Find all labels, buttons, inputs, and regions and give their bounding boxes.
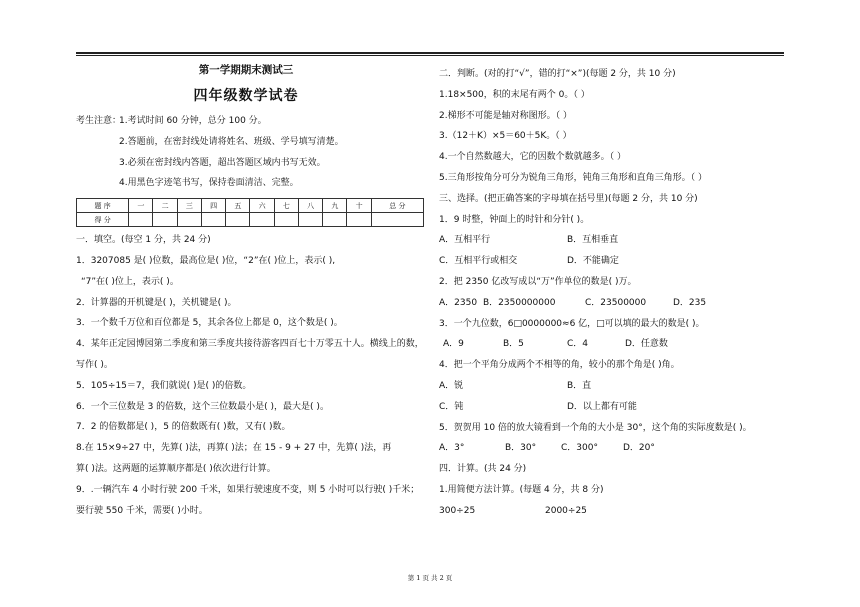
question-text: 7．2 的倍数都是( )，5 的倍数既有( )数，又有( )数。 [76, 422, 291, 433]
question-text: “7”在( )位上，表示( )。 [81, 276, 179, 287]
question-text: 2．计算器的开机键是( )，关机键是( )。 [76, 297, 237, 308]
score-cell[interactable] [274, 213, 298, 227]
score-cell[interactable] [226, 213, 250, 227]
table-header-cell: 五 [226, 199, 250, 213]
page-number: 第 1 页 共 2 页 [407, 574, 453, 582]
table-row [77, 199, 424, 213]
option: C．23500000 [585, 297, 647, 308]
notice-item: 2.答题前，在密封线处请将姓名、班级、学号填写清楚。 [119, 136, 344, 147]
option: A．互相平行 [439, 235, 491, 246]
notice-item: 3.必须在密封线内答题，超出答题区域内书写无效。 [119, 157, 326, 168]
option: B．5 [503, 339, 524, 350]
option: B．直 [567, 380, 592, 391]
option: B．互相垂直 [567, 235, 619, 246]
score-cell[interactable] [129, 213, 153, 227]
right-column [439, 64, 784, 522]
question-text: 4.一个自然数越大，它的因数个数就越多。（ ） [439, 152, 626, 163]
score-table [76, 198, 424, 227]
question-text: 1．3207085 是( )位数，最高位是( )位，“2”在( )位上，表示( ), [76, 255, 336, 266]
option: C．互相平行或相交 [439, 256, 518, 267]
question-text: 2．把 2350 亿改写成以“万”作单位的数是( )万。 [439, 276, 637, 287]
notice-item: 4.用黑色字迹笔书写，保持卷面清洁、完整。 [119, 178, 299, 189]
question-text: 5．贺贺用 10 倍的放大镜看到一个角的大小是 30°，这个角的实际度数是( )。 [439, 422, 752, 433]
score-cell[interactable] [347, 213, 371, 227]
question-text: 1.用简便方法计算。(每题 4 分，共 8 分) [439, 484, 604, 495]
section-heading: 四．计算。(共 24 分) [439, 464, 527, 475]
question-text: 2.梯形不可能是轴对称图形。（ ） [439, 110, 572, 121]
option-row [439, 230, 784, 251]
option: C．300° [561, 443, 598, 454]
question-text: 算( )法。这两题的运算顺序都是( )依次进行计算。 [76, 463, 276, 474]
exam-title: 四年级数学试卷 [193, 88, 299, 104]
score-cell[interactable] [177, 213, 201, 227]
notice-item: 1.考试时间 60 分钟，总分 100 分。 [119, 116, 267, 126]
question-text: 1.18×500，积的末尾有两个 0。（ ） [439, 89, 590, 100]
table-header-cell: 七 [274, 199, 298, 213]
score-cell[interactable] [298, 213, 322, 227]
table-header-cell: 十 [347, 199, 371, 213]
exam-subtitle: 第一学期期末测试三 [198, 64, 294, 76]
option: C．钝 [439, 401, 464, 412]
option: A．3° [439, 443, 465, 454]
option: B．2350000000 [483, 297, 556, 308]
question-text: 3.（12＋K）×5＝60＋5K。（ ） [439, 131, 572, 142]
score-cell[interactable] [153, 213, 177, 227]
calc-row [439, 501, 784, 522]
table-row-label: 得 分 [77, 213, 129, 227]
calc-item: 300÷25 [439, 505, 476, 516]
score-cell[interactable] [250, 213, 274, 227]
table-header-cell: 三 [177, 199, 201, 213]
question-text: 5.三角形按角分可分为锐角三角形，钝角三角形和直角三角形。（ ） [439, 172, 707, 183]
notice-label: 考生注意： [76, 116, 122, 126]
header-rule [76, 52, 784, 56]
option: D．以上都有可能 [567, 401, 637, 412]
table-header-cell: 六 [250, 199, 274, 213]
table-header-cell: 二 [153, 199, 177, 213]
option: A．锐 [439, 380, 464, 391]
question-text: 8.在 15×9÷27 中，先算( )法，再算( )法；在 15 - 9 + 27 中，先算( )法，再 [76, 443, 392, 454]
table-header-cell: 四 [201, 199, 225, 213]
option-row [439, 397, 784, 418]
question-text: 6．一个三位数是 3 的倍数，这个三位数最小是( )，最大是( )。 [76, 401, 329, 412]
calc-item: 2000÷25 [545, 505, 587, 516]
option: D．不能确定 [567, 256, 619, 267]
section-heading: 二．判断。(对的打“√”，错的打“×”)(每题 2 分，共 10 分) [439, 69, 676, 79]
score-cell[interactable] [323, 213, 347, 227]
table-header-cell: 九 [323, 199, 347, 213]
option-row [439, 251, 784, 272]
question-text: 要行驶 550 千米，需要( )小时。 [76, 505, 208, 516]
question-text: 4．某年正定园博园第二季度和第三季度共接待游客四百七十万零五十人。横线上的数， [76, 339, 424, 350]
table-header-cell: 一 [129, 199, 153, 213]
option: D．任意数 [625, 339, 668, 350]
option-row [439, 293, 784, 314]
table-header-cell: 八 [298, 199, 322, 213]
section-heading: 三、选择。(把正确答案的字母填在括号里)(每题 2 分，共 10 分) [439, 193, 698, 204]
option-row [439, 334, 784, 355]
table-header-cell: 题 序 [77, 199, 129, 213]
option: A．2350 [439, 297, 478, 308]
score-cell[interactable] [371, 213, 423, 227]
question-text: 9．.一辆汽车 4 小时行驶 200 千米，如果行驶速度不变，则 5 小时可以行驶( )千米； [76, 484, 420, 495]
left-column [76, 58, 426, 521]
option-row [439, 438, 784, 459]
table-row [77, 213, 424, 227]
question-text: 写作( )。 [76, 359, 113, 370]
table-header-cell: 总 分 [371, 199, 423, 213]
score-cell[interactable] [201, 213, 225, 227]
question-text: 3．一个数千万位和百位都是 5，其余各位上都是 0，这个数是( )。 [76, 318, 343, 329]
notice-block [76, 111, 426, 194]
question-text: 1．9 时整，钟面上的时针和分针( )。 [439, 214, 590, 225]
option: D．235 [673, 297, 707, 308]
option: B．30° [505, 443, 537, 454]
option: D．20° [623, 443, 655, 454]
section-heading: 一．填空。(每空 1 分，共 24 分) [76, 235, 211, 246]
option-row [439, 376, 784, 397]
question-text: 4．把一个平角分成两个不相等的角，较小的那个角是( )角。 [439, 360, 680, 371]
option: A．9 [443, 339, 464, 350]
option: C．4 [567, 339, 589, 350]
question-text: 3．一个九位数，6□0000000≈6 亿，□可以填的最大的数是( )。 [439, 318, 705, 329]
question-text: 5．105÷15＝7，我们就说( )是( )的倍数。 [76, 380, 252, 391]
